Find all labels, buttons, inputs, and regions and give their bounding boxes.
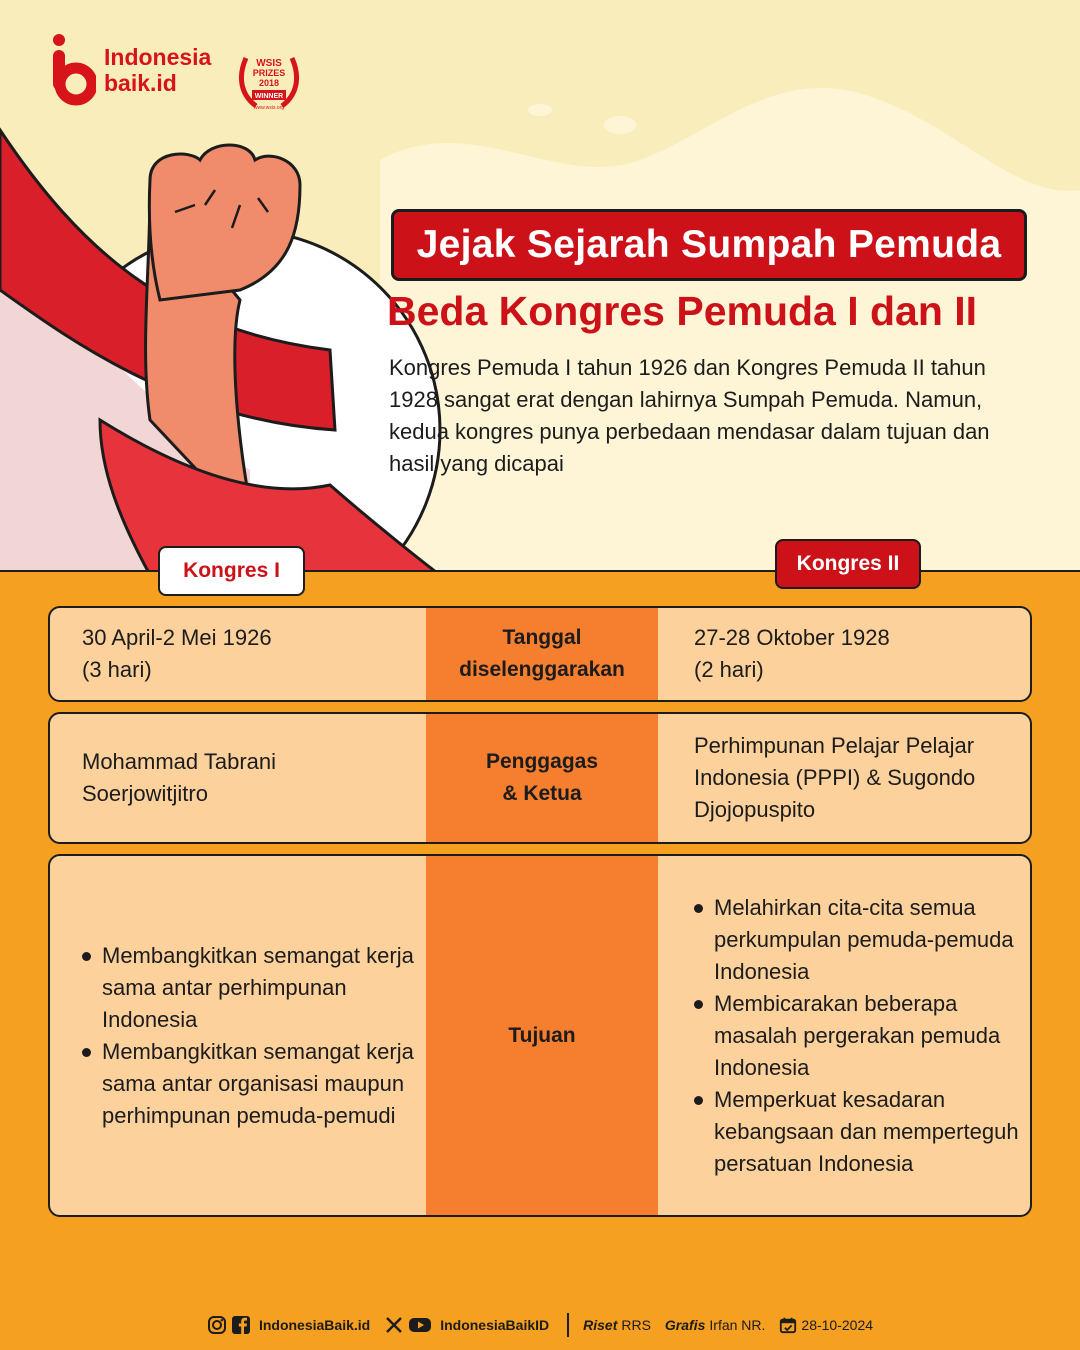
footer-grafis-value: Irfan NR. <box>709 1317 766 1333</box>
footer-riset-label: Riset <box>583 1317 618 1333</box>
dot-shape <box>528 104 552 116</box>
award-text-2: PRIZES <box>252 68 286 78</box>
intro-paragraph: Kongres Pemuda I tahun 1926 dan Kongres Pemuda II tahun 1928 sangat erat dengan lahirnya Sumpah Pemuda. Namun, kedua kongres punya perbedaan mendasar dalam tujuan dan hasil yang dicapai <box>389 355 990 476</box>
row-goal-right <box>692 856 1028 1215</box>
award-text-5: www.wsis.org <box>253 105 285 111</box>
list-item: Membangkitkan semangat kerja sama antar organisasi maupun perhimpunan pemuda-pemudi <box>80 1036 420 1132</box>
award-text-3: 2018 <box>258 78 280 88</box>
x-twitter-icon <box>384 1315 404 1335</box>
indonesiabaik-logo-mark-icon <box>50 34 96 106</box>
logo-line-1: Indonesia <box>104 44 212 70</box>
row-goal-left <box>80 856 420 1215</box>
dot-shape <box>604 116 636 134</box>
goal-list-left <box>80 940 420 1132</box>
tab-kongres-1: Kongres I <box>158 546 305 596</box>
goal-list-right <box>692 892 1028 1180</box>
row-date-right: 27-28 Oktober 1928 (2 hari) <box>694 625 890 682</box>
logo-wordmark <box>104 44 211 96</box>
row-date-label: Tanggal diselenggarakan <box>426 608 658 700</box>
row-founder-left: Mohammad Tabrani Soerjowitjitro <box>82 749 277 806</box>
comparison-row-goal <box>48 854 1032 1217</box>
footer-riset-value: RRS <box>621 1317 651 1333</box>
row-founder-label: Penggagas & Ketua <box>426 714 658 842</box>
footer-divider <box>567 1313 569 1337</box>
comparison-row-date <box>48 606 1032 702</box>
footer-grafis-label: Grafis <box>664 1317 706 1333</box>
footer-handle-2: IndonesiaBaikID <box>440 1317 550 1333</box>
indonesiabaik-logo <box>50 34 211 106</box>
tab-kongres-2: Kongres II <box>775 539 921 589</box>
row-goal-label: Tujuan <box>426 856 658 1215</box>
comparison-row-founder <box>48 712 1032 844</box>
row-date-left: 30 April-2 Mei 1926 (3 hari) <box>82 625 272 682</box>
facebook-icon <box>231 1315 251 1335</box>
list-item: Melahirkan cita-cita semua perkumpulan pemuda-pemuda Indonesia <box>692 892 1028 988</box>
footer <box>0 1310 1080 1340</box>
row-founder-right: Perhimpunan Pelajar Pelajar Indonesia (PPPI) & Sugondo Djojopuspito <box>694 733 976 822</box>
list-item: Memperkuat kesadaran kebangsaan dan memperteguh persatuan Indonesia <box>692 1084 1028 1180</box>
list-item: Membangkitkan semangat kerja sama antar perhimpunan Indonesia <box>80 940 420 1036</box>
award-text-1: WSIS <box>256 58 282 69</box>
instagram-icon <box>207 1315 227 1335</box>
footer-handle-1: IndonesiaBaik.id <box>258 1317 371 1333</box>
list-item: Membicarakan beberapa masalah pergerakan pemuda Indonesia <box>692 988 1028 1084</box>
award-text-4: WINNER <box>254 93 284 100</box>
page-subtitle: Beda Kongres Pemuda I dan II <box>387 288 978 334</box>
calendar-icon <box>779 1316 797 1334</box>
wsis-award-laurel-icon <box>236 48 302 114</box>
logo-line-2: baik.id <box>104 70 177 96</box>
youtube-icon <box>408 1315 432 1335</box>
footer-date: 28-10-2024 <box>801 1317 874 1333</box>
page-title: Jejak Sejarah Sumpah Pemuda <box>391 209 1027 281</box>
